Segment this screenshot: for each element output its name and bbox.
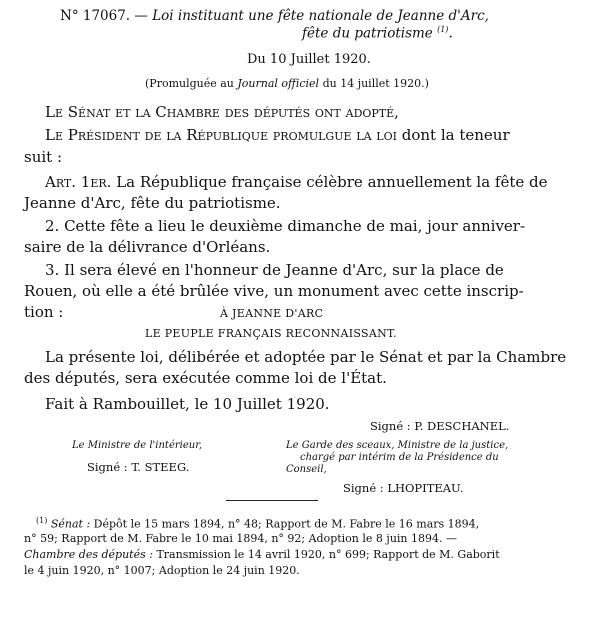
closing-line-2: des députés, sera exécutée comme loi de l'État. xyxy=(24,369,387,387)
article-2-line-1: 2. Cette fête a lieu le deuxième dimanche de mai, jour anniver- xyxy=(45,217,526,235)
footnote-line-2: n° 59; Rapport de M. Fabre le 10 mai 1894, n° 92; Adoption le 8 juin 1894. — xyxy=(24,532,457,545)
justice-minister-title-3: Conseil, xyxy=(286,464,327,475)
footnote-line-3-text: Transmission le 14 avril 1920, n° 699; Rapport de M. Gaborit xyxy=(152,548,500,561)
closing-line-1: La présente loi, délibérée et adoptée par le Sénat et par la Chambre xyxy=(45,348,567,366)
law-title-cont: fête du patriotisme xyxy=(302,25,433,42)
article-3-line-1: 3. Il sera élevé en l'honneur de Jeanne d'Arc, sur la place de xyxy=(45,261,504,279)
interior-minister-signature: Signé : T. STEEG. xyxy=(87,460,190,474)
justice-minister-signature: Signé : LHOPITEAU. xyxy=(343,481,464,495)
preamble-adopted: Le Sénat et la Chambre des députés ont adopté, xyxy=(45,103,399,121)
interior-minister-title: Le Ministre de l'intérieur, xyxy=(72,440,203,451)
chambre-label: Chambre des députés : xyxy=(24,548,153,561)
footnote-ref: (1) xyxy=(437,25,449,34)
article-1-line-2: Jeanne d'Arc, fête du patriotisme. xyxy=(24,194,281,212)
article-1-line-1 xyxy=(45,173,548,191)
article-2-line-2: saire de la délivrance d'Orléans. xyxy=(24,238,271,256)
article-1-label: Art. 1er. xyxy=(45,173,112,191)
journal-officiel: Journal officiel xyxy=(237,77,320,90)
article-3-line-3: tion : xyxy=(24,303,64,321)
preamble-president: Le Président de la République promulgue la loi xyxy=(45,126,397,144)
footnote-line-3 xyxy=(24,548,500,561)
footnote-divider xyxy=(226,500,318,501)
justice-minister-title-2: chargé par intérim de la Présidence du xyxy=(300,452,499,463)
inscription-line-1: À JEANNE D'ARC xyxy=(220,307,324,320)
footnote-line-1 xyxy=(36,516,479,531)
footnote-marker: (1) xyxy=(36,516,48,525)
article-1-text: La République française célèbre annuellement la fête de xyxy=(111,173,548,191)
preamble-suit: suit : xyxy=(24,148,63,166)
preamble-teneur: dont la teneur xyxy=(396,126,510,144)
preamble-promulgue xyxy=(45,126,510,144)
law-number: N° 17067. — xyxy=(60,8,148,24)
senat-label: Sénat : xyxy=(50,517,91,531)
article-3-line-2: Rouen, où elle a été brûlée vive, un monument avec cette inscrip- xyxy=(24,282,524,300)
footnote-line-4: le 4 juin 1920, n° 1007; Adoption le 24 juin 1920. xyxy=(24,564,300,577)
law-date: Du 10 Juillet 1920. xyxy=(247,52,371,67)
place-and-date: Fait à Rambouillet, le 10 Juillet 1920. xyxy=(45,395,330,413)
president-signature: Signé : P. DESCHANEL. xyxy=(370,419,510,433)
promulgation-after: du 14 juillet 1920.) xyxy=(319,77,429,90)
promulgation-before: (Promulguée au xyxy=(145,77,238,90)
inscription-line-2: LE PEUPLE FRANÇAIS RECONNAISSANT. xyxy=(145,327,397,340)
law-title: Loi instituant une fête nationale de Jeanne d'Arc, xyxy=(152,8,489,24)
promulgation-note xyxy=(145,77,429,90)
law-title-continued: fête du patriotisme $^{(1)}$. xyxy=(302,25,453,42)
justice-minister-title-1: Le Garde des sceaux, Ministre de la justice, xyxy=(286,440,509,451)
footnote-line-1-text: Dépôt le 15 mars 1894, n° 48; Rapport de M. Fabre le 16 mars 1894, xyxy=(90,517,480,531)
law-heading xyxy=(60,8,489,24)
